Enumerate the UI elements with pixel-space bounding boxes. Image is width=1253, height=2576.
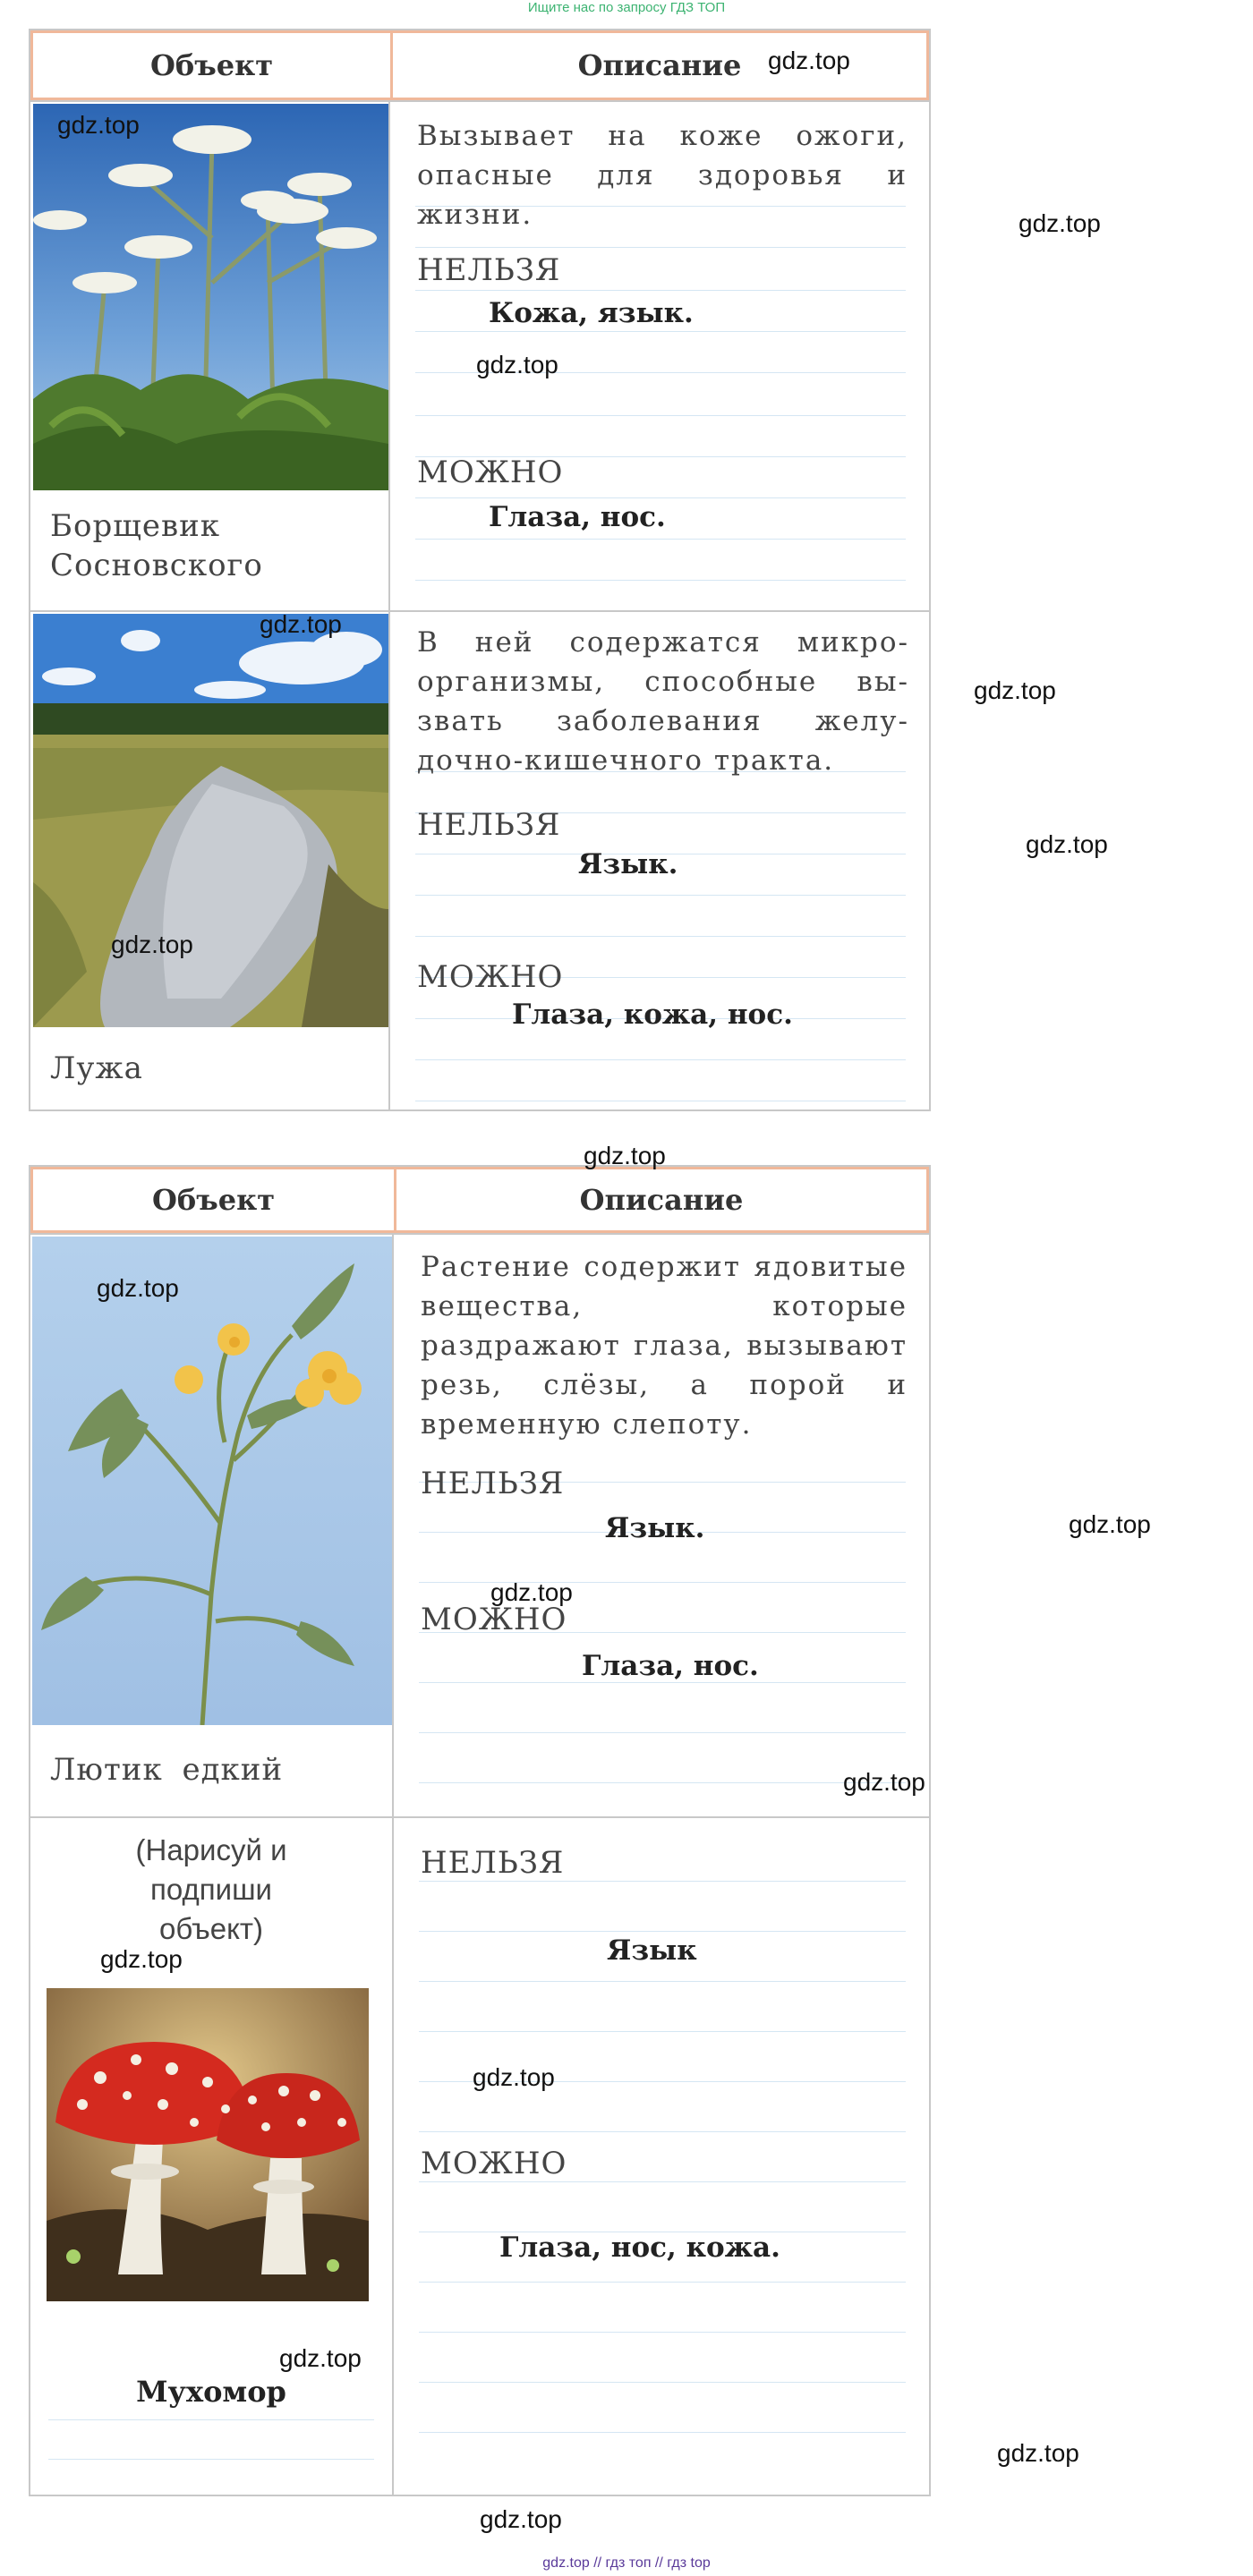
watermark: gdz.top [97,1274,179,1302]
watermark: gdz.top [768,47,850,74]
table-row-puddle [30,610,929,1109]
object-name: Лютик едкий [50,1752,284,1788]
allowed-answer: Глаза, кожа, нос. [512,999,793,1031]
forbidden-answer: Кожа, язык. [489,297,694,329]
watermark: gdz.top [476,351,558,378]
watermark: gdz.top [480,2505,562,2533]
watermark: gdz.top [473,2063,555,2091]
object-description: Вызывает на коже ожоги, опасные для здоровья и жизни. [417,120,908,231]
bottom-note: gdz.top // гдз топ // гдз top [542,2555,711,2571]
allowed-answer: Глаза, нос. [489,501,666,533]
watermark: gdz.top [100,1945,183,1973]
watermark: gdz.top [279,2344,362,2372]
watermark: gdz.top [974,676,1056,704]
forbidden-answer: Язык. [578,848,678,880]
forbidden-answer: Язык. [605,1512,705,1544]
allowed-label: МОЖНО [417,455,564,490]
draw-prompt: (Нарисуй и подпиши объект) [135,1833,287,1945]
puddle-photo [33,614,388,1027]
watermark: gdz.top [843,1768,925,1796]
header-description: Описание [577,48,742,82]
object-name: Борщевик Сосновского [50,508,263,583]
object-name: Мухомор [136,2375,286,2409]
header-object: Объект [33,33,393,98]
buttercup-photo [32,1237,392,1725]
watermark: gdz.top [57,111,140,139]
watermark: gdz.top [1026,830,1108,858]
object-description: В ней содержатся микроорганизмы, способные вызвать заболевания желудочно-кишечного тракта. [417,626,908,777]
header-object: Объект [33,1169,396,1230]
watermark: gdz.top [490,1578,573,1606]
forbidden-label: НЕЛЬЗЯ [421,1845,565,1881]
forbidden-label: НЕЛЬЗЯ [421,1466,565,1501]
allowed-answer: Глаза, нос. [582,1650,759,1682]
forbidden-label: НЕЛЬЗЯ [417,807,561,843]
hogweed-photo [33,104,388,490]
forbidden-label: НЕЛЬЗЯ [417,252,561,288]
header-description: Описание [579,1183,744,1217]
table-row-fly-agaric [30,1816,929,2495]
watermark: gdz.top [1069,1510,1151,1538]
allowed-answer: Глаза, нос, кожа. [499,2232,780,2264]
object-description: Растение содержит ядовитые вещества, которые раздражают глаза, вызывают резь, слёзы, а порой и временную слепоту. [421,1251,908,1441]
forbidden-answer: Язык [607,1934,697,1967]
watermark: gdz.top [997,2439,1079,2467]
watermark: gdz.top [111,931,193,958]
allowed-label: МОЖНО [421,2146,567,2181]
object-name: Лужа [50,1050,143,1086]
top-note: Ищите нас по запросу ГДЗ ТОП [527,0,726,15]
watermark: gdz.top [260,610,342,638]
table-row-buttercup [30,1233,929,1816]
watermark: gdz.top [584,1142,666,1169]
allowed-label: МОЖНО [417,959,564,995]
watermark: gdz.top [1019,209,1101,237]
table-2-header [30,1167,929,1233]
table-2 [29,1165,931,2496]
allowed-label: МОЖНО [421,1602,567,1637]
